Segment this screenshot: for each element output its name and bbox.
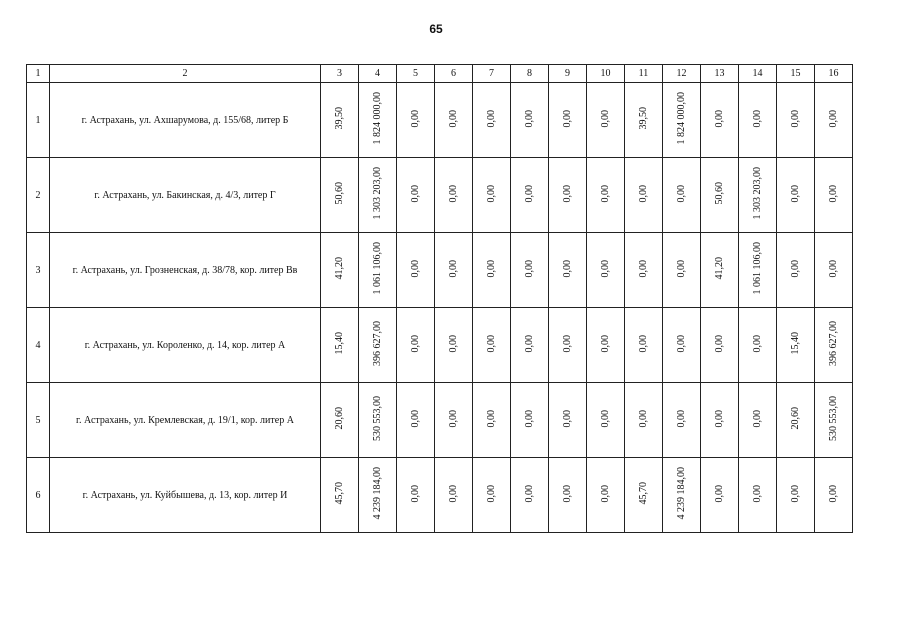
cell-value: 0,00 [600,109,611,128]
cell-value: 1 061 106,00 [372,242,383,295]
column-header: 6 [435,65,473,83]
cell-value: 0,00 [524,109,535,128]
value-cell [587,383,625,458]
table-row [27,158,853,233]
value-cell [739,308,777,383]
value-cell [815,233,853,308]
column-header: 5 [397,65,435,83]
value-cell [321,233,359,308]
cell-value: 1 061 106,00 [752,242,763,295]
value-cell [359,383,397,458]
cell-value: 0,00 [790,484,801,503]
column-header: 14 [739,65,777,83]
cell-value: 0,00 [676,259,687,278]
value-cell [359,458,397,533]
cell-value: 0,00 [752,409,763,428]
value-cell [473,308,511,383]
value-cell [511,158,549,233]
cell-value: 0,00 [486,184,497,203]
cell-value: 50,60 [714,182,725,205]
cell-value: 0,00 [714,109,725,128]
cell-value: 0,00 [448,334,459,353]
row-number: 4 [27,308,50,383]
column-header: 8 [511,65,549,83]
cell-value: 0,00 [562,484,573,503]
value-cell [587,458,625,533]
value-cell [321,308,359,383]
value-cell [321,158,359,233]
cell-value: 50,60 [334,182,345,205]
cell-value: 0,00 [600,259,611,278]
value-cell [739,458,777,533]
cell-value: 0,00 [790,109,801,128]
cell-value: 0,00 [410,259,421,278]
cell-value: 0,00 [410,484,421,503]
value-cell [587,233,625,308]
table-row [27,458,853,533]
address-cell: г. Астрахань, ул. Короленко, д. 14, кор. литер А [50,308,321,383]
table-row [27,233,853,308]
value-cell [739,233,777,308]
table-row [27,308,853,383]
value-cell [511,383,549,458]
value-cell [549,158,587,233]
cell-value: 0,00 [410,109,421,128]
column-header: 7 [473,65,511,83]
value-cell [625,233,663,308]
value-cell [549,383,587,458]
value-cell [473,83,511,158]
column-header: 15 [777,65,815,83]
value-cell [435,233,473,308]
value-cell [663,383,701,458]
value-cell [815,158,853,233]
column-header: 11 [625,65,663,83]
value-cell [587,308,625,383]
value-cell [397,158,435,233]
value-cell [701,83,739,158]
cell-value: 1 824 000,00 [676,92,687,145]
cell-value: 0,00 [752,484,763,503]
cell-value: 0,00 [828,259,839,278]
value-cell [473,383,511,458]
value-cell [701,233,739,308]
value-cell [739,158,777,233]
value-cell [435,383,473,458]
value-cell [397,233,435,308]
cell-value: 0,00 [714,409,725,428]
value-cell [815,83,853,158]
column-header: 2 [50,65,321,83]
value-cell [777,308,815,383]
value-cell [663,233,701,308]
cell-value: 15,40 [334,332,345,355]
cell-value: 0,00 [790,259,801,278]
cell-value: 0,00 [486,334,497,353]
value-cell [435,158,473,233]
cell-value: 41,20 [334,257,345,280]
value-cell [473,233,511,308]
cell-value: 0,00 [410,184,421,203]
cell-value: 0,00 [676,184,687,203]
cell-value: 0,00 [410,334,421,353]
value-cell [511,83,549,158]
cell-value: 0,00 [486,259,497,278]
value-cell [739,383,777,458]
value-cell [701,383,739,458]
address-cell: г. Астрахань, ул. Бакинская, д. 4/3, литер Г [50,158,321,233]
value-cell [701,158,739,233]
column-header: 3 [321,65,359,83]
value-cell [815,458,853,533]
cell-value: 0,00 [676,334,687,353]
value-cell [663,308,701,383]
address-cell: г. Астрахань, ул. Куйбышева, д. 13, кор. литер И [50,458,321,533]
table-row [27,383,853,458]
cell-value: 0,00 [600,484,611,503]
value-cell [587,158,625,233]
cell-value: 0,00 [676,409,687,428]
value-cell [625,383,663,458]
cell-value: 45,70 [334,482,345,505]
cell-value: 0,00 [828,184,839,203]
value-cell [777,383,815,458]
column-header: 12 [663,65,701,83]
cell-value: 0,00 [638,409,649,428]
value-cell [321,458,359,533]
value-cell [435,458,473,533]
row-number: 6 [27,458,50,533]
value-cell [359,158,397,233]
cell-value: 0,00 [448,259,459,278]
value-cell [473,158,511,233]
table-row [27,83,853,158]
cell-value: 0,00 [714,484,725,503]
value-cell [321,383,359,458]
value-cell [701,308,739,383]
cell-value: 0,00 [562,259,573,278]
value-cell [511,308,549,383]
cell-value: 0,00 [828,484,839,503]
value-cell [815,383,853,458]
cell-value: 0,00 [410,409,421,428]
cell-value: 0,00 [638,259,649,278]
cell-value: 396 627,00 [828,321,839,366]
cell-value: 0,00 [790,184,801,203]
cell-value: 0,00 [524,484,535,503]
cell-value: 0,00 [638,184,649,203]
cell-value: 530 553,00 [372,396,383,441]
column-header: 13 [701,65,739,83]
cell-value: 396 627,00 [372,321,383,366]
cell-value: 0,00 [448,184,459,203]
cell-value: 0,00 [524,259,535,278]
header-row [27,65,853,83]
value-cell [359,233,397,308]
value-cell [359,308,397,383]
cell-value: 0,00 [600,334,611,353]
value-cell [397,458,435,533]
value-cell [663,458,701,533]
cell-value: 0,00 [486,409,497,428]
value-cell [587,83,625,158]
column-header: 4 [359,65,397,83]
cell-value: 0,00 [828,109,839,128]
value-cell [473,458,511,533]
value-cell [435,308,473,383]
cell-value: 15,40 [790,332,801,355]
address-cell: г. Астрахань, ул. Кремлевская, д. 19/1, кор. литер А [50,383,321,458]
cell-value: 0,00 [714,334,725,353]
cell-value: 0,00 [486,109,497,128]
data-table [26,64,853,533]
cell-value: 4 239 184,00 [676,467,687,520]
value-cell [511,458,549,533]
value-cell [625,308,663,383]
value-cell [397,383,435,458]
row-number: 3 [27,233,50,308]
cell-value: 0,00 [448,484,459,503]
cell-value: 0,00 [562,409,573,428]
row-number: 2 [27,158,50,233]
value-cell [549,308,587,383]
cell-value: 20,60 [790,407,801,430]
value-cell [625,458,663,533]
cell-value: 45,70 [638,482,649,505]
cell-value: 1 303 203,00 [752,167,763,220]
value-cell [549,458,587,533]
value-cell [321,83,359,158]
cell-value: 0,00 [562,184,573,203]
value-cell [397,83,435,158]
cell-value: 0,00 [638,334,649,353]
value-cell [777,233,815,308]
cell-value: 39,50 [334,107,345,130]
cell-value: 0,00 [486,484,497,503]
value-cell [511,233,549,308]
value-cell [435,83,473,158]
column-header: 10 [587,65,625,83]
address-cell: г. Астрахань, ул. Грозненская, д. 38/78, кор. литер Вв [50,233,321,308]
cell-value: 0,00 [524,184,535,203]
cell-value: 530 553,00 [828,396,839,441]
row-number: 1 [27,83,50,158]
value-cell [663,158,701,233]
cell-value: 39,50 [638,107,649,130]
cell-value: 0,00 [524,334,535,353]
value-cell [739,83,777,158]
cell-value: 0,00 [562,334,573,353]
cell-value: 0,00 [562,109,573,128]
cell-value: 1 824 000,00 [372,92,383,145]
cell-value: 4 239 184,00 [372,467,383,520]
cell-value: 41,20 [714,257,725,280]
cell-value: 0,00 [448,109,459,128]
cell-value: 0,00 [600,184,611,203]
cell-value: 20,60 [334,407,345,430]
value-cell [701,458,739,533]
value-cell [549,233,587,308]
column-header: 9 [549,65,587,83]
cell-value: 0,00 [752,334,763,353]
value-cell [815,308,853,383]
page-number: 65 [429,22,443,36]
value-cell [397,308,435,383]
cell-value: 0,00 [524,409,535,428]
column-header: 16 [815,65,853,83]
cell-value: 0,00 [752,109,763,128]
value-cell [625,158,663,233]
value-cell [625,83,663,158]
cell-value: 0,00 [600,409,611,428]
value-cell [777,158,815,233]
cell-value: 1 303 203,00 [372,167,383,220]
value-cell [663,83,701,158]
cell-value: 0,00 [448,409,459,428]
value-cell [359,83,397,158]
column-header: 1 [27,65,50,83]
address-cell: г. Астрахань, ул. Ахшарумова, д. 155/68, литер Б [50,83,321,158]
row-number: 5 [27,383,50,458]
value-cell [549,83,587,158]
value-cell [777,458,815,533]
value-cell [777,83,815,158]
